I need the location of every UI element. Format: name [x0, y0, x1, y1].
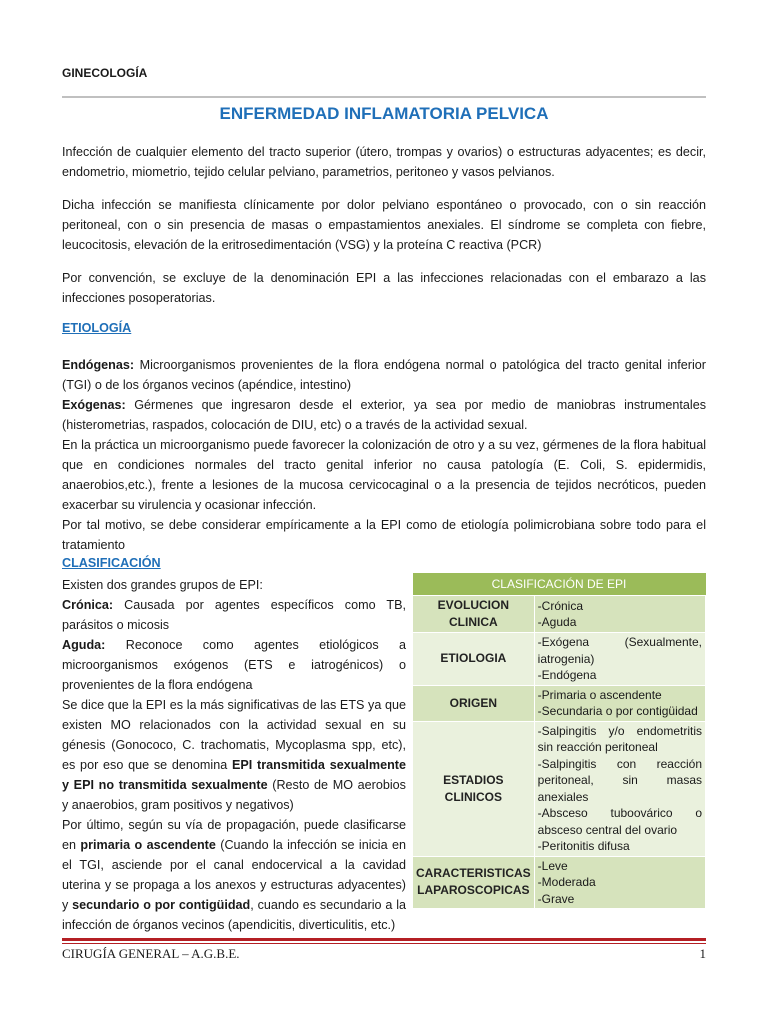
endogenas-paragraph: Endógenas: Microorganismos provenientes de la flora endógena normal o patológica del tracto genital inferior (TGI) o de los órganos vecinos (apéndice, intestino) [62, 358, 706, 392]
cronica-paragraph: Crónica: Causada por agentes específicos como TB, parásitos o micosis [62, 598, 406, 632]
row-values: -Crónica -Aguda [534, 596, 705, 633]
clasificacion-epi-table [412, 573, 706, 909]
table-row [413, 856, 706, 909]
row-values: -Exógena (Sexualmente, iatrogenia) -Endógena [534, 633, 705, 686]
motivo-paragraph: Por tal motivo, se debe considerar empíricamente a la EPI como de etiología polimicrobiana sobre todo para el tratamiento [62, 518, 706, 552]
row-label: ESTADIOS CLINICOS [413, 721, 535, 856]
footer-divider-thin [62, 943, 706, 944]
grupos-line: Existen dos grandes grupos de EPI: [62, 578, 263, 592]
row-label: CARACTERISTICAS LAPAROSCOPICAS [413, 856, 535, 909]
ets-paragraph: Se dice que la EPI es la más significativas de las ETS ya que existen MO relacionados con la actividad sexual en su génesis (Gonococo, C. trachomatis, Mycoplasma spp, etc), es por eso que se denomina EPI transmitida sexualmente y EPI no transmitida sexualmente (Resto de MO aerobios y anaerobios, gram positivos y negativos) [62, 698, 406, 812]
exogenas-paragraph: Exógenas: Gérmenes que ingresaron desde el exterior, ya sea por medio de maniobras instrumentales (histerometrias, raspados, colocación de DIU, etc) o a través de la actividad sexual. [62, 398, 706, 432]
clasificacion-body [62, 575, 406, 935]
intro-paragraph-3: Por convención, se excluye de la denominación EPI a las infecciones relacionadas con el embarazo a las infecciones posoperatorias. [62, 271, 706, 305]
footer-divider-thick [62, 938, 706, 941]
clasificacion-heading: CLASIFICACIÓN [62, 556, 161, 570]
table-row [413, 633, 706, 686]
via-paragraph: Por último, según su vía de propagación, puede clasificarse en primaria o ascendente (Cuando la infección se inicia en el TGI, asciende por el canal endocervical a la cavidad uterina y se propaga a los anexos y estructuras adyacentes) y secundario o por contigüidad, cuando es secundario a la infección de órganos vecinos (apendicitis, diverticulitis, etc.) [62, 818, 407, 932]
practica-paragraph: En la práctica un microorganismo puede favorecer la colonización de otro y a su vez, gérmenes de la flora habitual que en condiciones normales del tracto genital inferior no causa patología (E. Coli, S. epidermidis, anaerobios,etc.), frente a lesiones de la mucosa cervicocaginal o a la presencia de tejidos necróticos, pueden exacerbar su virulencia y ocasionar infección. [62, 438, 706, 512]
page-title: ENFERMEDAD INFLAMATORIA PELVICA [219, 104, 549, 123]
row-values: -Salpingitis y/o endometritis sin reacción peritoneal -Salpingitis con reacción peritoneal, sin masas anexiales -Absceso tuboovárico o absceso central del ovario -Peritonitis difusa [534, 721, 705, 856]
intro-paragraph-1: Infección de cualquier elemento del tracto superior (útero, trompas y ovarios) o estructuras adyacentes; es decir, endometrio, miometrio, tejido celular pelviano, parametrios, peritoneo y vasos pelvianos. [62, 145, 706, 179]
row-values: -Primaria o ascendente -Secundaria o por contigüidad [534, 685, 705, 721]
table-row [413, 685, 706, 721]
row-label: EVOLUCION CLINICA [413, 596, 535, 633]
aguda-paragraph: Aguda: Reconoce como agentes etiológicos a microorganismos exógenos (ETS e iatrogénicos) o provenientes de la flora endógena [62, 638, 406, 692]
table-row [413, 721, 706, 856]
etiologia-body [62, 355, 706, 555]
row-label: ORIGEN [413, 685, 535, 721]
intro-paragraph-2: Dicha infección se manifiesta clínicamente por dolor pelviano espontáneo o provocado, con o sin reacción peritoneal, con o sin presencia de masas o empastamientos anexiales. El síndrome se completa con fiebre, leucocitosis, elevación de la eritrosedimentación (VSG) y la proteína C reactiva (PCR) [62, 198, 706, 252]
table-title: CLASIFICACIÓN DE EPI [413, 573, 706, 596]
running-header: GINECOLOGÍA [62, 66, 148, 80]
page-number: 1 [699, 946, 706, 961]
row-values: -Leve -Moderada -Grave [534, 856, 705, 909]
etiologia-heading: ETIOLOGÍA [62, 321, 132, 335]
row-label: ETIOLOGIA [413, 633, 535, 686]
table-row [413, 596, 706, 633]
header-divider [62, 96, 706, 98]
footer-text: CIRUGÍA GENERAL – A.G.B.E. [62, 946, 240, 961]
